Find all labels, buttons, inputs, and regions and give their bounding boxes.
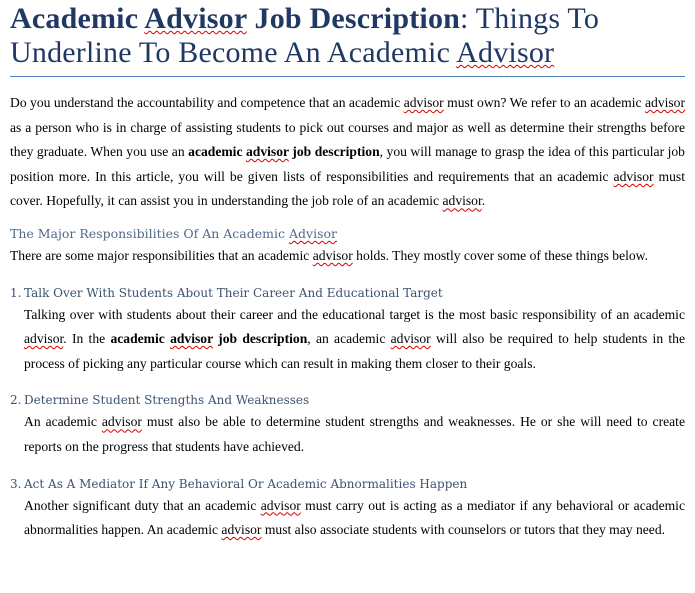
spellcheck-word[interactable]: advisor (442, 193, 482, 209)
list-item-body (10, 303, 685, 377)
text-run: . (481, 193, 486, 209)
list-item-heading (10, 474, 685, 494)
text-run: must carry out is acting as a mediator if any behavioral or academic abnormalities happen. An academic (24, 497, 685, 538)
text-run: , an academic (307, 331, 391, 347)
list-number: 1. (10, 285, 22, 300)
list-number: 3. (10, 476, 22, 491)
text-run: There are some major responsibilities that an academic (10, 247, 313, 263)
text-run: . In the (63, 331, 111, 347)
spellcheck-word[interactable]: Advisor (288, 225, 337, 241)
text-run: must cover. Hopefully, it can assist you in understanding the job role of an academic (10, 168, 685, 209)
list-item-heading (10, 390, 685, 410)
document-title (10, 2, 685, 77)
text-run: as a person who is in charge of assisting students to pick out courses and major as well as determine their strengths before they graduate. When you use an (10, 119, 685, 160)
text-run: must own? We refer to an academic (443, 95, 645, 110)
spellcheck-word[interactable]: advisor (246, 144, 289, 160)
list-item-body (10, 494, 685, 543)
text-run: job description (212, 331, 308, 347)
spellcheck-word[interactable]: advisor (221, 522, 262, 538)
text-run: : Things To Underline To Become An Academic (10, 2, 600, 69)
intro-paragraph (10, 91, 685, 214)
text-run: , you will manage to grasp the idea of this particular job position more. In this article, you will be given lists of responsibilities and requirements that an academic (10, 144, 685, 184)
text-run: academic (188, 144, 246, 160)
document-page (0, 2, 695, 543)
list-item-title: Talk Over With Students About Their Career And Educational Target (24, 285, 443, 300)
list-item-title: Determine Student Strengths And Weaknesses (24, 393, 310, 408)
spellcheck-word[interactable]: advisor (403, 95, 444, 110)
spellcheck-word[interactable]: Advisor (144, 2, 247, 35)
spellcheck-word[interactable]: advisor (644, 95, 686, 110)
text-run: holds. They mostly cover some of these things below. (352, 247, 649, 263)
text-run: must also be able to determine student strengths and weaknesses. He or she will need to create reports on the progress that students have achieved. (24, 414, 685, 454)
text-run: The Major Responsibilities Of An Academic (10, 225, 289, 241)
spellcheck-word[interactable]: advisor (101, 414, 142, 430)
responsibility-list (10, 283, 685, 543)
text-run: academic (110, 331, 171, 347)
text-run: Academic (10, 2, 145, 35)
spellcheck-word[interactable]: advisor (390, 331, 431, 347)
text-run: Another significant duty that an academic (24, 497, 261, 513)
spellcheck-word[interactable]: advisor (613, 168, 654, 184)
text-run: Do you understand the accountability and competence that an academic (10, 95, 404, 110)
bold-run (188, 144, 380, 159)
text-run: job description (288, 144, 380, 160)
spellcheck-word[interactable]: Advisor (456, 36, 555, 69)
list-item-heading (10, 283, 685, 303)
spellcheck-word[interactable]: advisor (24, 331, 64, 347)
section-intro (10, 244, 685, 269)
list-item-title: Act As A Mediator If Any Behavioral Or Academic Abnormalities Happen (24, 476, 468, 491)
text-run: will also be required to help students in the process of picking any particular course which can result in making them closer to their goals. (24, 331, 685, 371)
text-run: Job Description (246, 2, 461, 35)
text-run: An academic (24, 414, 102, 430)
spellcheck-word[interactable]: advisor (170, 331, 213, 347)
section-heading (10, 224, 685, 244)
bold-run (110, 331, 307, 346)
spellcheck-word[interactable]: advisor (312, 247, 353, 263)
list-number: 2. (10, 393, 22, 408)
spellcheck-word[interactable]: advisor (260, 497, 301, 513)
list-item-body (10, 410, 685, 459)
text-run: Talking over with students about their career and the educational target is the most basic responsibility of an academic (24, 306, 685, 322)
text-run: must also associate students with counselors or tutors that they may need. (261, 522, 666, 538)
